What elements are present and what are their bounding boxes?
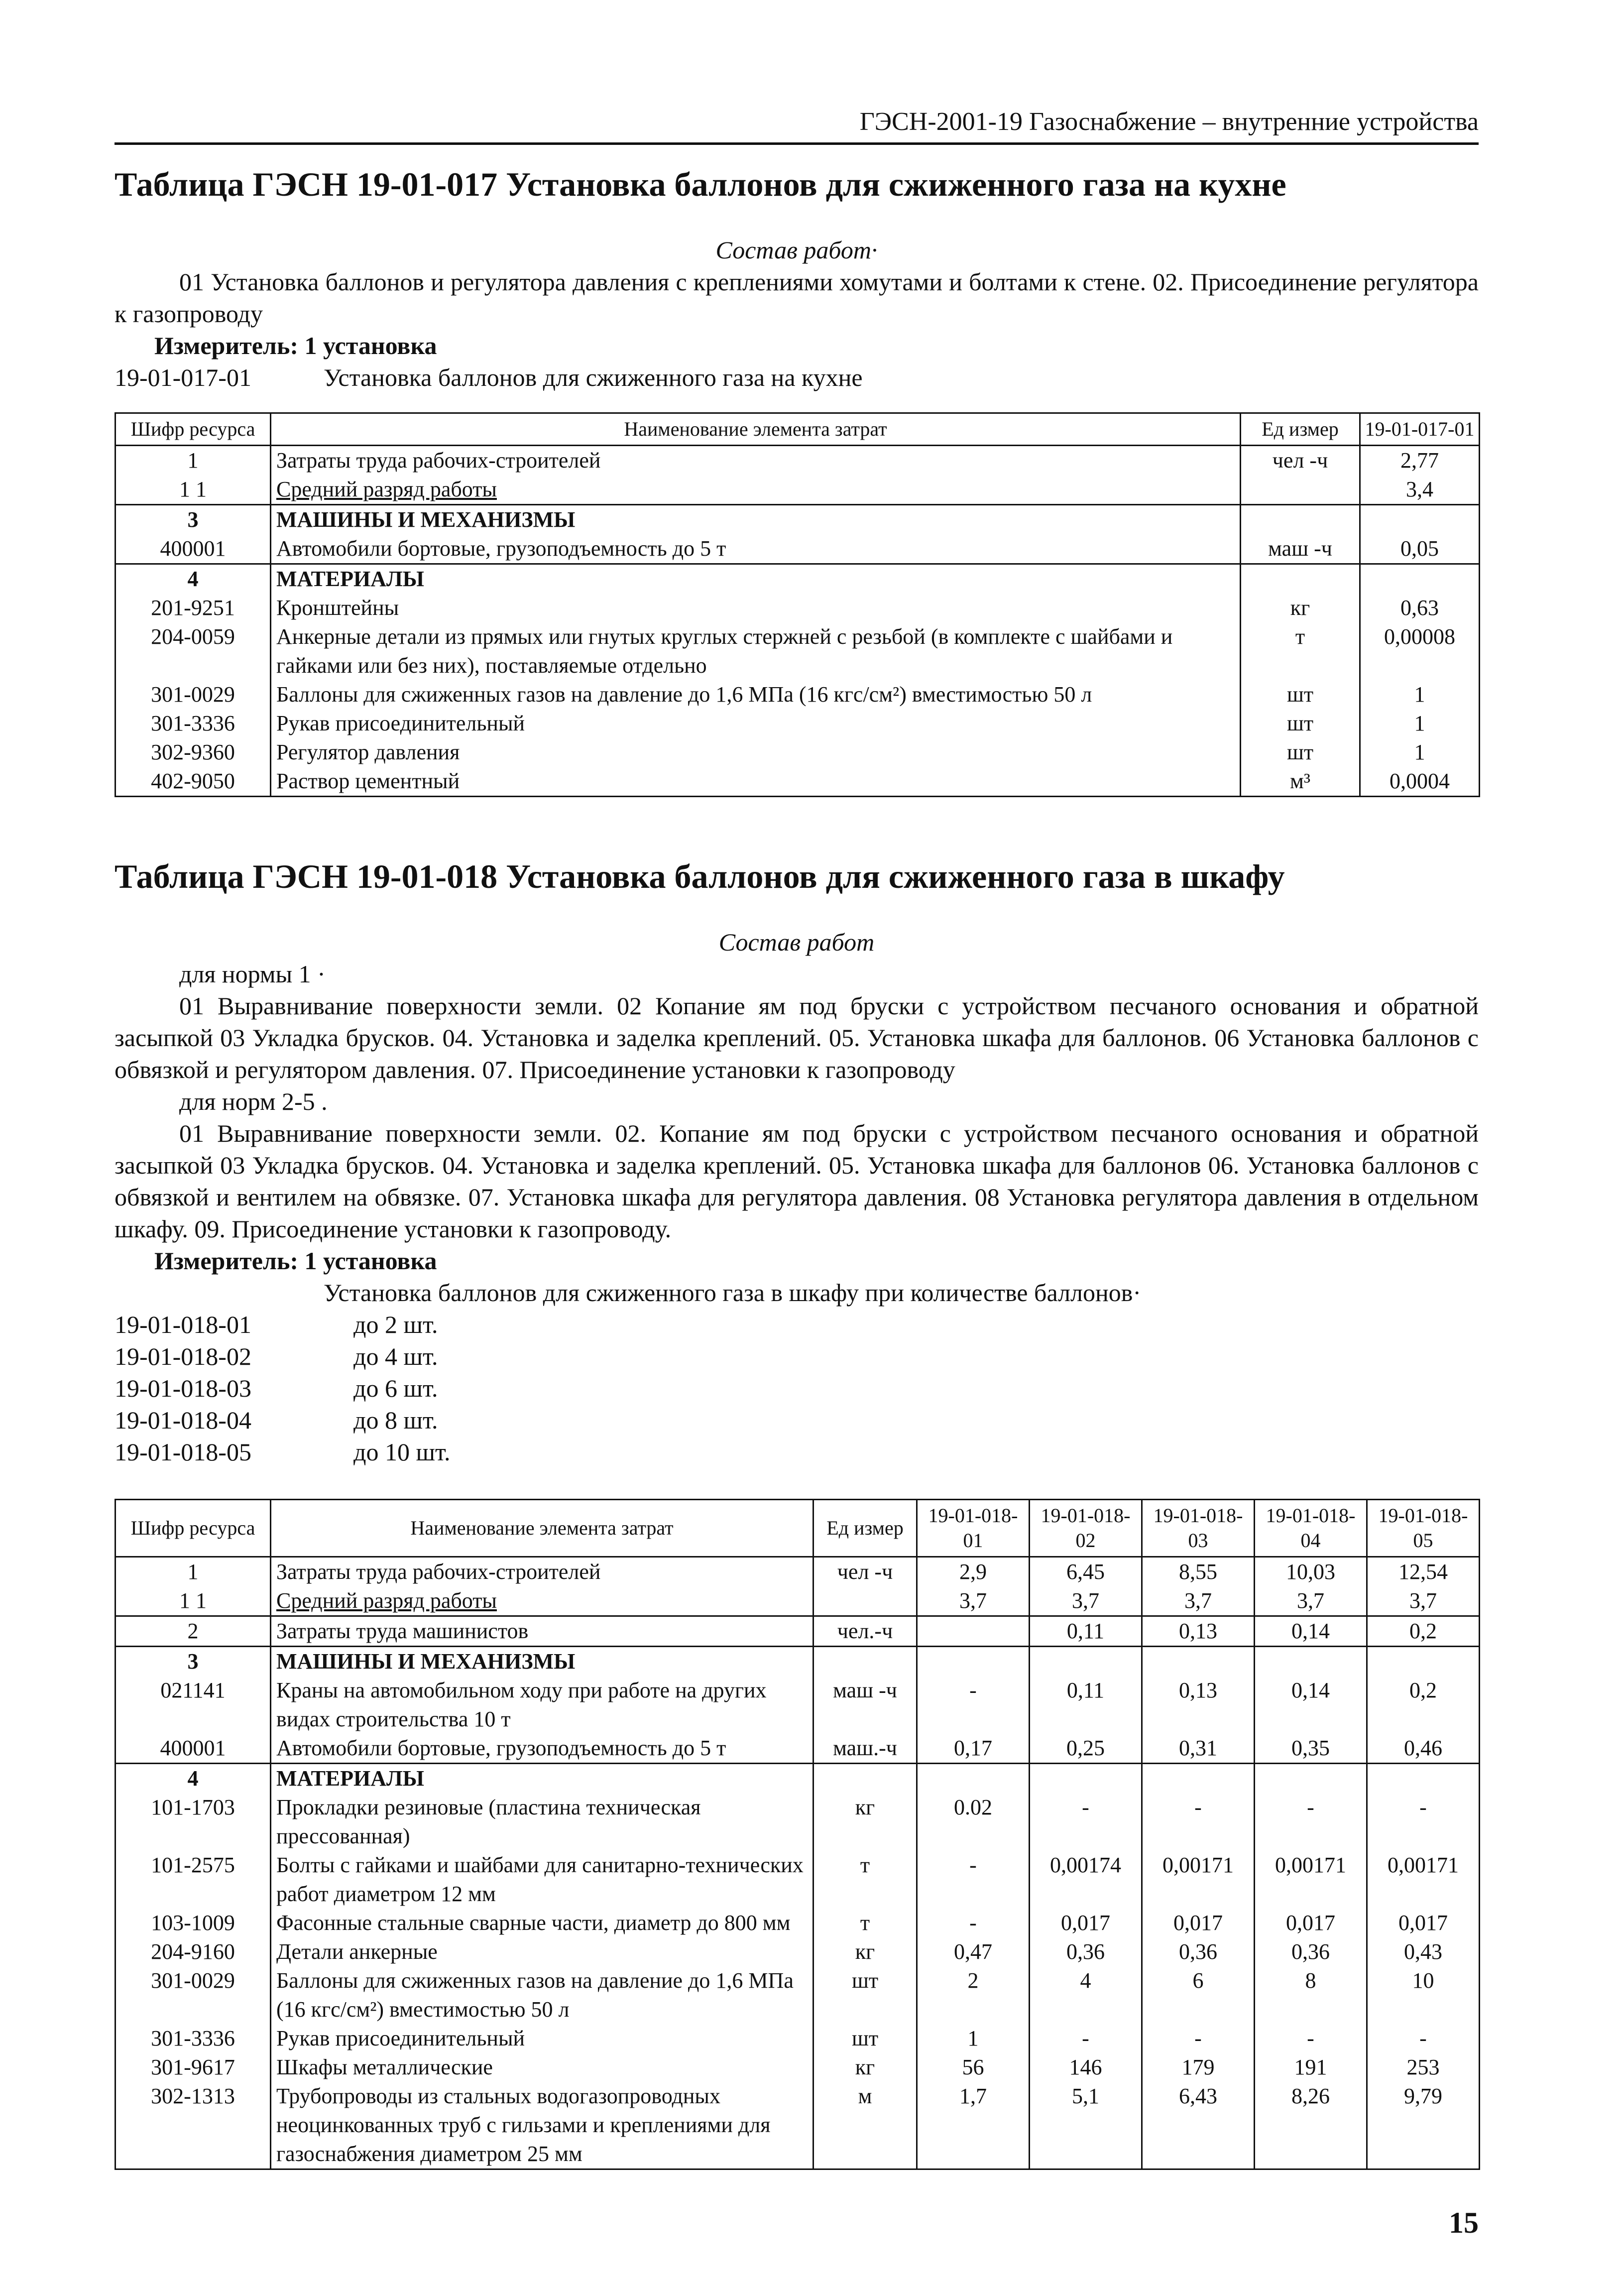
value-cell: 3,7: [1142, 1586, 1255, 1616]
table2-norm1-label: для нормы 1 ·: [179, 960, 326, 988]
value-cell: 0,11: [1030, 1676, 1142, 1734]
value-cell: 0.02: [917, 1793, 1030, 1851]
value-cell: -: [1142, 2024, 1255, 2053]
table-row: [116, 622, 1480, 680]
resource-name-cell: Регулятор давления: [271, 738, 1241, 767]
value-cell: 0,2: [1367, 1676, 1480, 1734]
value-cell: 6: [1142, 1966, 1255, 2024]
header-rule: [115, 142, 1479, 145]
unit-cell: [813, 1586, 917, 1616]
unit-cell: [1241, 505, 1360, 535]
resource-table-1: [115, 412, 1480, 797]
value-cell: 8,26: [1255, 2082, 1367, 2169]
value-cell: 0,017: [1142, 1909, 1255, 1937]
value-cell: 179: [1142, 2053, 1255, 2082]
resource-code-cell: 021141: [116, 1676, 271, 1734]
unit-cell: [1241, 564, 1360, 594]
resource-name-cell: Кронштейны: [271, 594, 1241, 622]
table2-work-text-2: 01 Выравнивание поверхности земли. 02. Копание ям под бруски с устройством песчаного основания и обратной засыпкой 03 Укладка брусков. 04. Установка и заделка креплений. 05. Установка шкафа для баллонов 06. Установка баллонов с обвязкой и вентилем на обвязке. 07. Установка шкафа для регулятора давления. 08 Установка регулятора давления в отдельном шкафу. 09. Присоединение установки к газопроводу.: [115, 1119, 1479, 1243]
value-cell: 3,7: [1367, 1586, 1480, 1616]
table-row: [116, 767, 1480, 797]
table2-header-unit: Ед измер: [813, 1500, 917, 1557]
table-row: [116, 709, 1480, 738]
table2-meter-label: Измеритель:: [154, 1247, 299, 1275]
unit-cell: чел -ч: [1241, 446, 1360, 476]
unit-cell: шт: [1241, 680, 1360, 709]
unit-cell: м³: [1241, 767, 1360, 797]
norm-list-item: [115, 1340, 1479, 1372]
unit-cell: шт: [813, 2024, 917, 2053]
table2-wrap: [115, 1499, 1479, 2170]
value-cell: 0,05: [1360, 534, 1480, 564]
unit-cell: [813, 1647, 917, 1677]
value-cell: 1: [1360, 738, 1480, 767]
value-cell: 3,7: [1030, 1586, 1142, 1616]
unit-cell: шт: [813, 1966, 917, 2024]
value-cell: 0,017: [1367, 1909, 1480, 1937]
unit-cell: кг: [813, 1793, 917, 1851]
value-cell: 0,00171: [1255, 1851, 1367, 1909]
table-row: [116, 2053, 1480, 2082]
unit-cell: маш.-ч: [813, 1734, 917, 1764]
value-cell: -: [1255, 1793, 1367, 1851]
resource-name-cell: Баллоны для сжиженных газов на давление до 1,6 МПа (16 кгс/см²) вместимостью 50 л: [271, 680, 1241, 709]
table2-body: [116, 1557, 1480, 2169]
unit-cell: кг: [1241, 594, 1360, 622]
value-cell: [1030, 1764, 1142, 1794]
unit-cell: т: [813, 1851, 917, 1909]
value-cell: 3,7: [917, 1586, 1030, 1616]
resource-name-cell: Детали анкерные: [271, 1937, 813, 1966]
value-cell: 191: [1255, 2053, 1367, 2082]
resource-code-cell: 1: [116, 1557, 271, 1587]
resource-name-cell: Прокладки резиновые (пластина техническая прессованная): [271, 1793, 813, 1851]
resource-code-cell: 101-2575: [116, 1851, 271, 1909]
table-row: [116, 680, 1480, 709]
value-cell: 0,36: [1255, 1937, 1367, 1966]
value-cell: -: [1367, 2024, 1480, 2053]
resource-code-cell: 302-9360: [116, 738, 271, 767]
unit-cell: [813, 1764, 917, 1794]
value-cell: 6,45: [1030, 1557, 1142, 1587]
resource-name-cell: Баллоны для сжиженных газов на давление до 1,6 МПа (16 кгс/см²) вместимостью 50 л: [271, 1966, 813, 2024]
value-cell: 0,46: [1367, 1734, 1480, 1764]
value-cell: 0,13: [1142, 1616, 1255, 1647]
running-header: ГЭСН-2001-19 Газоснабжение – внутренние устройства: [859, 108, 1479, 136]
value-cell: 0,00171: [1142, 1851, 1255, 1909]
table-row: [116, 1909, 1480, 1937]
value-cell: [1142, 1764, 1255, 1794]
table-row: [116, 1734, 1480, 1764]
value-cell: 0,14: [1255, 1676, 1367, 1734]
value-cell: 0,47: [917, 1937, 1030, 1966]
table2-header-col: 19-01-018-04: [1255, 1500, 1367, 1557]
table-row: [116, 446, 1480, 476]
table1-header-col: 19-01-017-01: [1360, 413, 1480, 446]
resource-name-cell: Затраты труда рабочих-строителей: [271, 1557, 813, 1587]
resource-code-cell: 3: [116, 1647, 271, 1677]
norm-list-item: [115, 1404, 1479, 1436]
resource-code-cell: 301-0029: [116, 1966, 271, 2024]
table2-header-col: 19-01-018-05: [1367, 1500, 1480, 1557]
unit-cell: маш -ч: [1241, 534, 1360, 564]
resource-code-cell: 3: [116, 505, 271, 535]
resource-code-cell: 301-3336: [116, 709, 271, 738]
table1-meter: [115, 330, 1479, 361]
value-cell: 0,00008: [1360, 622, 1480, 680]
table-row: [116, 738, 1480, 767]
table-row: [116, 1676, 1480, 1734]
table2-work-text-1: 01 Выравнивание поверхности земли. 02 Копание ям под бруски с устройством песчаного основания и обратной засыпкой 03 Укладка брусков. 04. Установка и заделка креплений. 05. Установка шкафа для баллонов. 06 Установка баллонов с обвязкой и регулятором давления. 07. Присоединение установки к газопроводу: [115, 992, 1479, 1083]
value-cell: 0,35: [1255, 1734, 1367, 1764]
resource-code-cell: 4: [116, 564, 271, 594]
value-cell: 8: [1255, 1966, 1367, 2024]
resource-name-cell: Болты с гайками и шайбами для санитарно-технических работ диаметром 12 мм: [271, 1851, 813, 1909]
table-row: [116, 1851, 1480, 1909]
page-number: 15: [1449, 2206, 1479, 2239]
table2-norms-list: [115, 1309, 1479, 1468]
resource-code-cell: 301-0029: [116, 680, 271, 709]
value-cell: 0,00171: [1367, 1851, 1480, 1909]
value-cell: 3,7: [1255, 1586, 1367, 1616]
value-cell: 0,43: [1367, 1937, 1480, 1966]
value-cell: -: [917, 1676, 1030, 1734]
value-cell: 0,0004: [1360, 767, 1480, 797]
table1-norm-name: Установка баллонов для сжиженного газа на кухне: [324, 363, 863, 391]
value-cell: 3,4: [1360, 475, 1480, 505]
unit-cell: шт: [1241, 709, 1360, 738]
value-cell: -: [1142, 1793, 1255, 1851]
resource-name-cell: МАТЕРИАЛЫ: [271, 564, 1241, 594]
value-cell: -: [1255, 2024, 1367, 2053]
norm-code: 19-01-018-05: [115, 1438, 251, 1466]
resource-code-cell: 302-1313: [116, 2082, 271, 2169]
table-row: [116, 594, 1480, 622]
resource-name-cell: Фасонные стальные сварные части, диаметр до 800 мм: [271, 1909, 813, 1937]
resource-name-cell: Раствор цементный: [271, 767, 1241, 797]
table2-header-name: Наименование элемента затрат: [271, 1500, 813, 1557]
value-cell: 5,1: [1030, 2082, 1142, 2169]
table2-header-col: 19-01-018-01: [917, 1500, 1030, 1557]
value-cell: [1030, 1647, 1142, 1677]
table2-title: Таблица ГЭСН 19-01-018 Установка баллонов для сжиженного газа в шкафу: [115, 857, 1285, 895]
table2-header-row: [116, 1500, 1480, 1557]
value-cell: 0,14: [1255, 1616, 1367, 1647]
value-cell: 2,77: [1360, 446, 1480, 476]
value-cell: 0,25: [1030, 1734, 1142, 1764]
resource-code-cell: 1: [116, 446, 271, 476]
table2-meter-value: 1 установка: [304, 1247, 437, 1275]
value-cell: [917, 1764, 1030, 1794]
table1-header-row: [116, 413, 1480, 446]
resource-table-2: [115, 1499, 1480, 2170]
value-cell: 1: [1360, 709, 1480, 738]
resource-code-cell: 204-9160: [116, 1937, 271, 1966]
resource-name-cell: Автомобили бортовые, грузоподъемность до 5 т: [271, 534, 1241, 564]
norm-desc: до 4 шт.: [353, 1342, 438, 1370]
value-cell: 1: [917, 2024, 1030, 2053]
table2-norm2-label: для норм 2-5 .: [179, 1087, 328, 1115]
value-cell: -: [1030, 2024, 1142, 2053]
value-cell: 10,03: [1255, 1557, 1367, 1587]
value-cell: 0,36: [1142, 1937, 1255, 1966]
resource-name-cell: Средний разряд работы: [271, 1586, 813, 1616]
value-cell: 146: [1030, 2053, 1142, 2082]
value-cell: 0,00174: [1030, 1851, 1142, 1909]
table-row: [116, 564, 1480, 594]
resource-code-cell: 400001: [116, 534, 271, 564]
resource-name-cell: Рукав присоединительный: [271, 2024, 813, 2053]
table1-sostav-label: Состав работ·: [715, 236, 878, 264]
table1-norm-line: [115, 361, 1479, 393]
table2-sostav-label: Состав работ: [718, 928, 875, 956]
resource-code-cell: 301-9617: [116, 2053, 271, 2082]
norm-desc: до 8 шт.: [353, 1406, 438, 1434]
unit-cell: т: [1241, 622, 1360, 680]
norm-list-item: [115, 1436, 1479, 1468]
resource-code-cell: 402-9050: [116, 767, 271, 797]
table1-work-text: 01 Установка баллонов и регулятора давления с креплениями хомутами и болтами к стене. 02. Присоединение регулятора к газопроводу: [115, 268, 1479, 328]
resource-code-cell: 1 1: [116, 1586, 271, 1616]
table-row: [116, 2082, 1480, 2169]
norm-list-item: [115, 1309, 1479, 1340]
resource-code-cell: 1 1: [116, 475, 271, 505]
value-cell: 253: [1367, 2053, 1480, 2082]
document-page: [115, 0, 1479, 2279]
table1-header-name: Наименование элемента затрат: [271, 413, 1241, 446]
table-row: [116, 534, 1480, 564]
unit-cell: маш -ч: [813, 1676, 917, 1734]
resource-name-cell: Затраты труда машинистов: [271, 1616, 813, 1647]
resource-code-cell: 103-1009: [116, 1909, 271, 1937]
resource-name-cell: МАТЕРИАЛЫ: [271, 1764, 813, 1794]
table1-section: [115, 164, 1479, 393]
value-cell: [917, 1647, 1030, 1677]
unit-cell: шт: [1241, 738, 1360, 767]
unit-cell: кг: [813, 1937, 917, 1966]
norm-list-item: [115, 1372, 1479, 1404]
table1-wrap: [115, 412, 1479, 797]
table1-meter-value: 1 установка: [304, 332, 437, 360]
value-cell: 6,43: [1142, 2082, 1255, 2169]
table1-header-unit: Ед измер: [1241, 413, 1360, 446]
value-cell: 56: [917, 2053, 1030, 2082]
value-cell: 8,55: [1142, 1557, 1255, 1587]
value-cell: 12,54: [1367, 1557, 1480, 1587]
value-cell: 1,7: [917, 2082, 1030, 2169]
value-cell: [1367, 1764, 1480, 1794]
value-cell: 9,79: [1367, 2082, 1480, 2169]
table-row: [116, 1937, 1480, 1966]
resource-code-cell: 4: [116, 1764, 271, 1794]
norm-code: 19-01-018-04: [115, 1406, 251, 1434]
resource-name-cell: Рукав присоединительный: [271, 709, 1241, 738]
table1-title: Таблица ГЭСН 19-01-017 Установка баллонов для сжиженного газа на кухне: [115, 165, 1286, 203]
value-cell: -: [917, 1909, 1030, 1937]
resource-code-cell: 400001: [116, 1734, 271, 1764]
unit-cell: кг: [813, 2053, 917, 2082]
unit-cell: [1241, 475, 1360, 505]
norm-desc: до 6 шт.: [353, 1374, 438, 1402]
resource-name-cell: Шкафы металлические: [271, 2053, 813, 2082]
value-cell: 0,017: [1255, 1909, 1367, 1937]
value-cell: 4: [1030, 1966, 1142, 2024]
norm-code: 19-01-018-02: [115, 1342, 251, 1370]
value-cell: -: [1030, 1793, 1142, 1851]
norm-desc: до 10 шт.: [353, 1438, 451, 1466]
norm-code: 19-01-018-03: [115, 1374, 251, 1402]
value-cell: 0,63: [1360, 594, 1480, 622]
value-cell: [1255, 1764, 1367, 1794]
unit-cell: чел -ч: [813, 1557, 917, 1587]
value-cell: -: [1367, 1793, 1480, 1851]
table-row: [116, 475, 1480, 505]
resource-name-cell: Анкерные детали из прямых или гнутых круглых стержней с резьбой (в комплекте с шайбами и гайками или без них), поставляемые отдельно: [271, 622, 1241, 680]
value-cell: [1360, 564, 1480, 594]
table2-header-col: 19-01-018-02: [1030, 1500, 1142, 1557]
unit-cell: м: [813, 2082, 917, 2169]
resource-name-cell: Краны на автомобильном ходу при работе на других видах строительства 10 т: [271, 1676, 813, 1734]
table1-body: [116, 446, 1480, 797]
resource-code-cell: 204-0059: [116, 622, 271, 680]
resource-name-cell: Автомобили бортовые, грузоподъемность до 5 т: [271, 1734, 813, 1764]
table1-meter-label: Измеритель:: [154, 332, 299, 360]
value-cell: 0,2: [1367, 1616, 1480, 1647]
resource-code-cell: 101-1703: [116, 1793, 271, 1851]
table2-section: [115, 856, 1479, 1468]
unit-cell: т: [813, 1909, 917, 1937]
resource-name-cell: Затраты труда рабочих-строителей: [271, 446, 1241, 476]
value-cell: [1360, 505, 1480, 535]
norm-code: 19-01-018-01: [115, 1311, 251, 1338]
value-cell: [1255, 1647, 1367, 1677]
unit-cell: чел.-ч: [813, 1616, 917, 1647]
table-row: [116, 1616, 1480, 1647]
resource-code-cell: 201-9251: [116, 594, 271, 622]
table2-norms-intro: Установка баллонов для сжиженного газа в шкафу при количестве баллонов·: [324, 1279, 1141, 1307]
resource-code-cell: 2: [116, 1616, 271, 1647]
table-row: [116, 1557, 1480, 1587]
table2-header-col: 19-01-018-03: [1142, 1500, 1255, 1557]
table2-header-code: Шифр ресурса: [116, 1500, 271, 1557]
value-cell: 10: [1367, 1966, 1480, 2024]
value-cell: 0,017: [1030, 1909, 1142, 1937]
resource-name-cell: МАШИНЫ И МЕХАНИЗМЫ: [271, 505, 1241, 535]
value-cell: -: [917, 1851, 1030, 1909]
value-cell: 0,31: [1142, 1734, 1255, 1764]
resource-code-cell: 301-3336: [116, 2024, 271, 2053]
value-cell: 0,17: [917, 1734, 1030, 1764]
value-cell: 2: [917, 1966, 1030, 2024]
value-cell: [1367, 1647, 1480, 1677]
value-cell: 0,13: [1142, 1676, 1255, 1734]
table-row: [116, 1764, 1480, 1794]
table-row: [116, 1793, 1480, 1851]
table1-norm-code: 19-01-017-01: [115, 363, 251, 391]
value-cell: [1142, 1647, 1255, 1677]
value-cell: 0,36: [1030, 1937, 1142, 1966]
table-row: [116, 505, 1480, 535]
table-row: [116, 1647, 1480, 1677]
table1-header-code: Шифр ресурса: [116, 413, 271, 446]
table-row: [116, 2024, 1480, 2053]
resource-name-cell: Средний разряд работы: [271, 475, 1241, 505]
table-row: [116, 1966, 1480, 2024]
value-cell: [917, 1616, 1030, 1647]
table-row: [116, 1586, 1480, 1616]
value-cell: 2,9: [917, 1557, 1030, 1587]
value-cell: 0,11: [1030, 1616, 1142, 1647]
norm-desc: до 2 шт.: [353, 1311, 438, 1338]
resource-name-cell: Трубопроводы из стальных водогазопроводных неоцинкованных труб с гильзами и креплениями для газоснабжения диаметром 25 мм: [271, 2082, 813, 2169]
table2-meter: [115, 1245, 1479, 1277]
resource-name-cell: МАШИНЫ И МЕХАНИЗМЫ: [271, 1647, 813, 1677]
value-cell: 1: [1360, 680, 1480, 709]
